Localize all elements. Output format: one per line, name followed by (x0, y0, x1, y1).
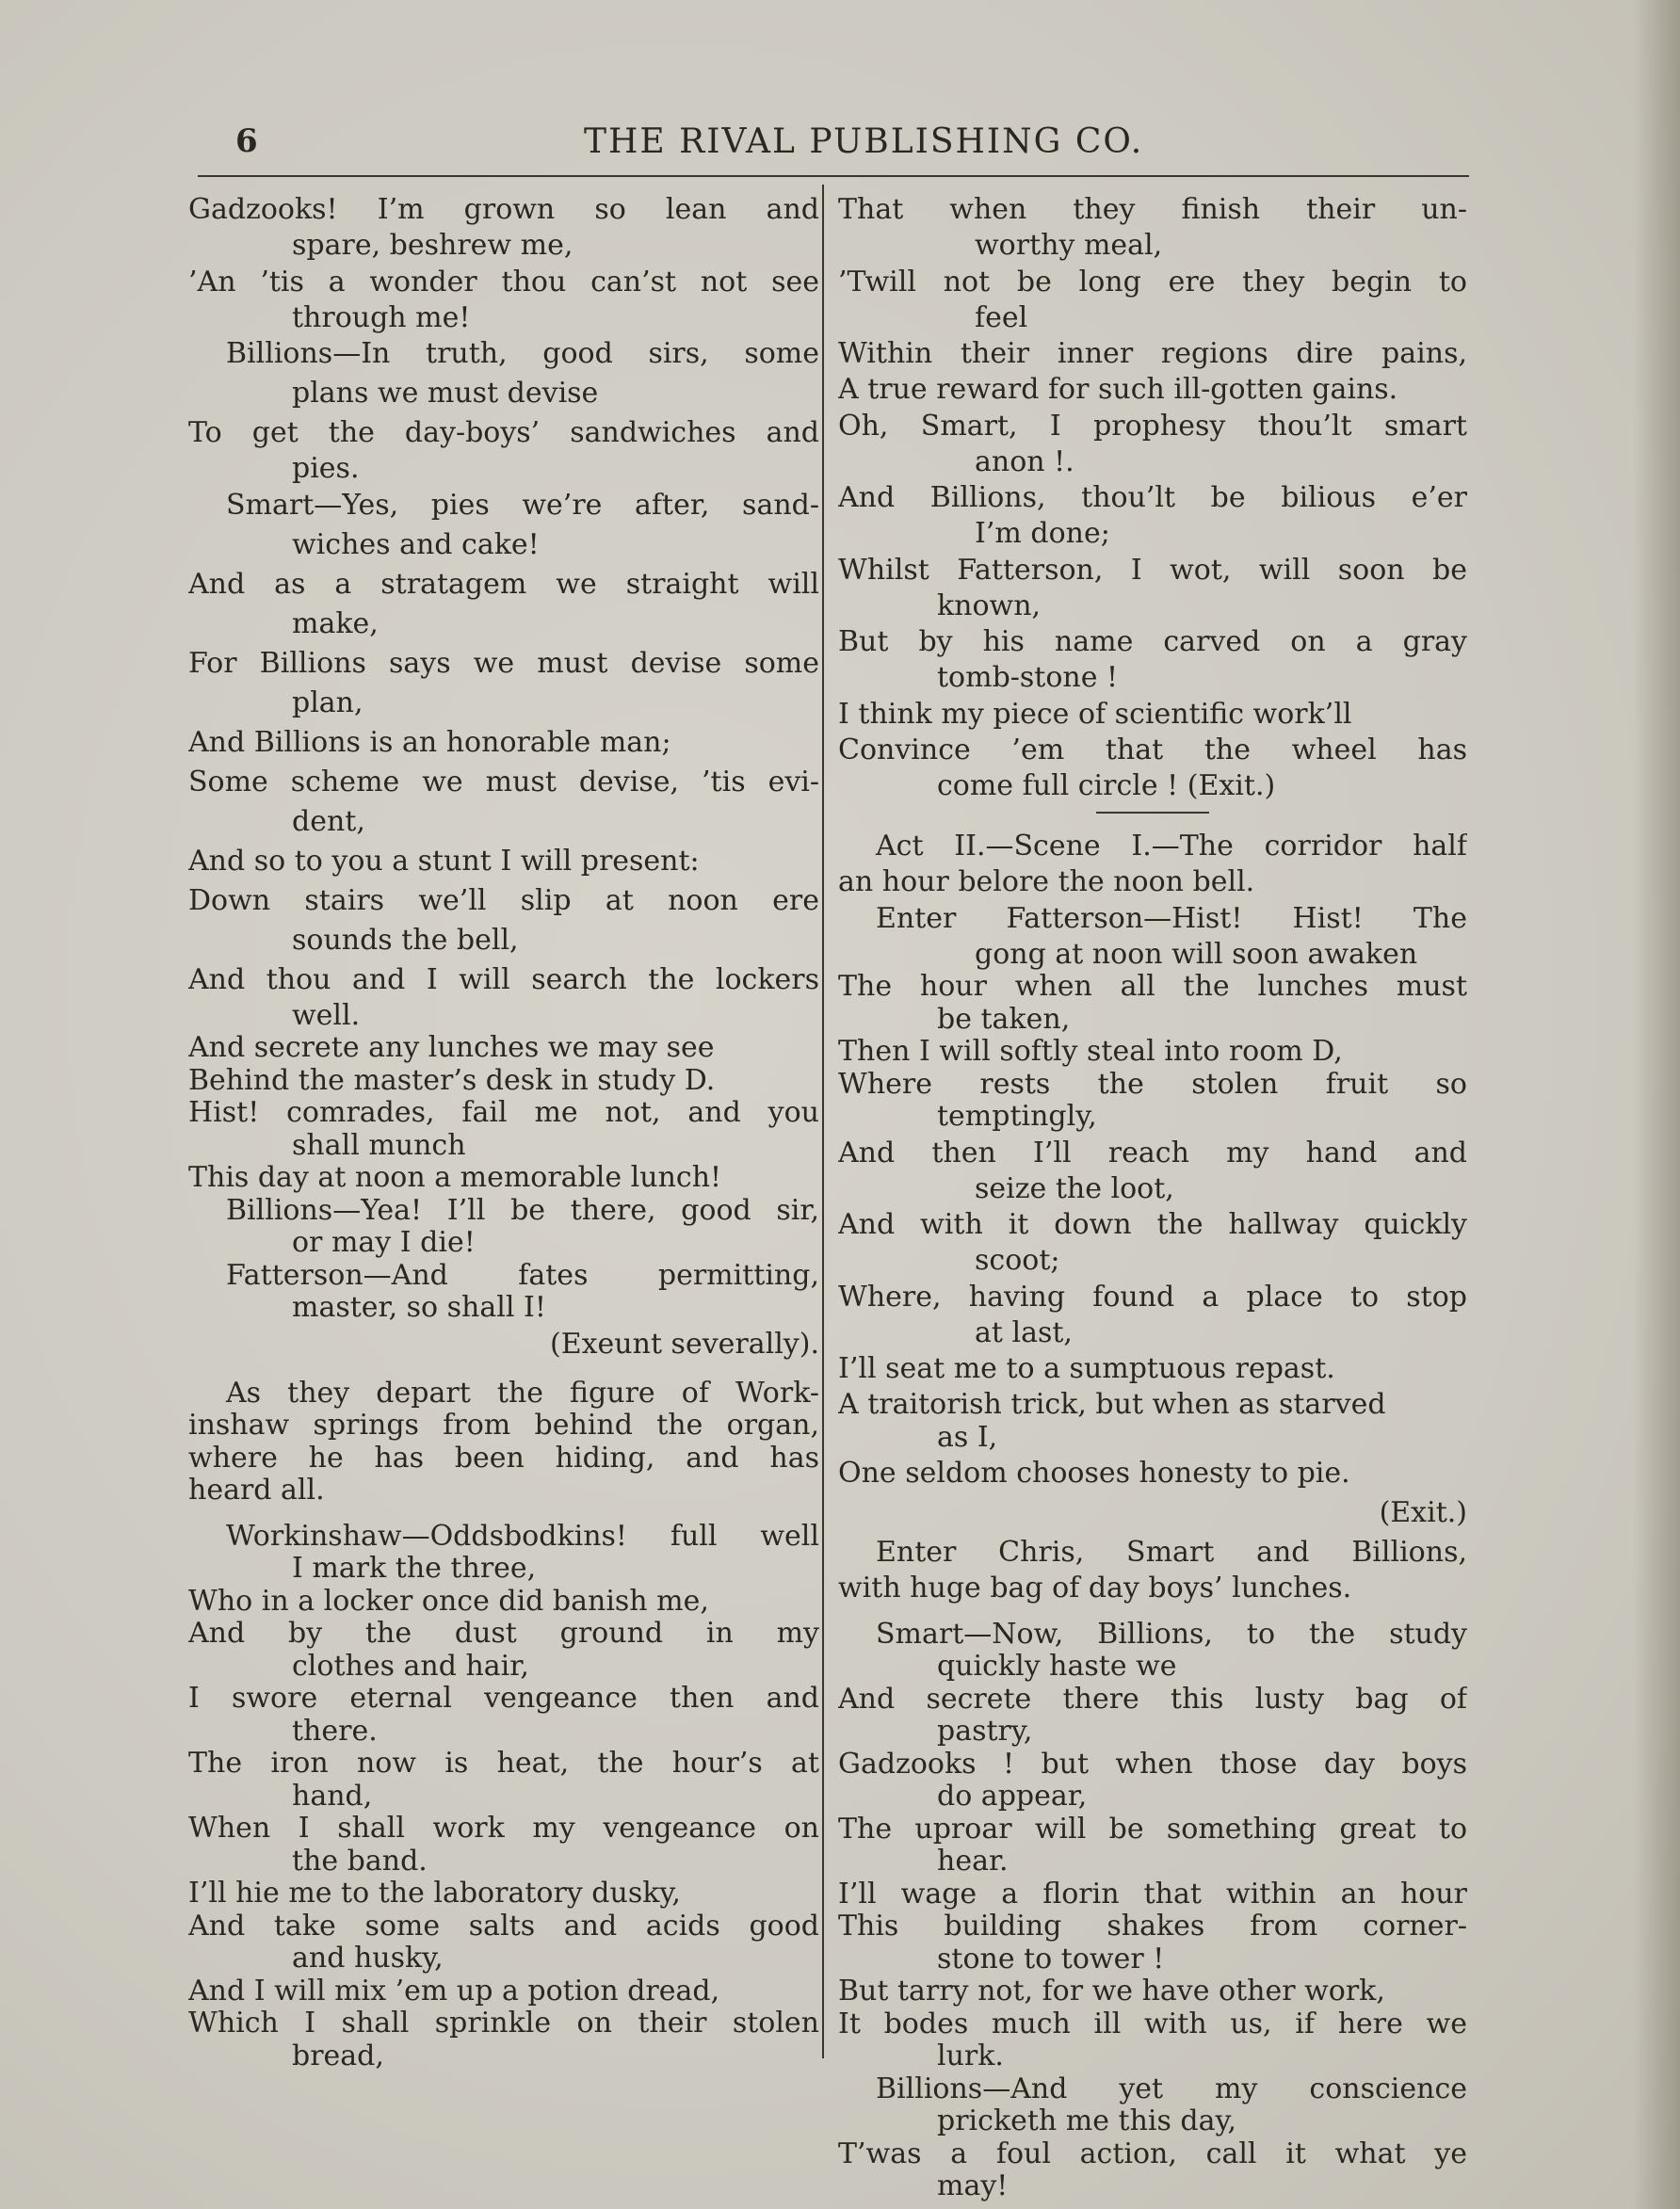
text-line: I’m done; (975, 518, 1110, 550)
text-line: A traitorish trick, but when as starved (838, 1389, 1386, 1421)
text-line: make, (292, 606, 379, 640)
text-line: and husky, (292, 1943, 444, 1975)
text-line: Who in a locker once did banish me, (188, 1585, 709, 1618)
text-line: (Exit.) (1379, 1496, 1467, 1529)
text-line: A true reward for such ill-gotten gains. (838, 374, 1398, 406)
text-line: shall munch (292, 1129, 466, 1162)
text-line: Where, having found a place to stop (838, 1280, 1467, 1314)
text-line: And thou and I will search the lockers (188, 962, 819, 996)
text-line: The iron now is heat, the hour’s at (188, 1748, 819, 1780)
text-line: And as a stratagem we straight will (188, 567, 819, 601)
text-line: But by his name carved on a gray (838, 625, 1467, 658)
text-line: I swore eternal vengeance then and (188, 1683, 819, 1715)
text-line: Whilst Fatterson, I wot, will soon be (838, 553, 1467, 587)
running-title: THE RIVAL PUBLISHING CO. (584, 122, 1144, 161)
text-line: ’Twill not be long ere they begin to (838, 265, 1467, 298)
text-line: scoot; (975, 1245, 1060, 1277)
text-line: known, (937, 589, 1042, 622)
text-line: And I will mix ’em up a potion dread, (188, 1975, 720, 2007)
text-line: temptingly, (937, 1101, 1097, 1133)
text-line: Within their inner regions dire pains, (838, 337, 1467, 370)
text-line: lurk. (937, 2040, 1004, 2072)
text-line: wiches and cake! (292, 527, 540, 561)
page-edge-shadow (1633, 0, 1680, 2209)
text-line: That when they finish their un- (838, 193, 1467, 226)
text-line: tomb-stone ! (937, 662, 1119, 694)
text-line: Smart—Yes, pies we’re after, sand- (226, 488, 819, 522)
text-line: worthy meal, (975, 230, 1163, 262)
text-line: plans we must devise (292, 377, 599, 410)
left-column (188, 190, 819, 2072)
text-line: dent, (292, 804, 365, 838)
text-line: But tarry not, for we have other work, (838, 1975, 1385, 2007)
text-line: Billions—And yet my conscience (876, 2072, 1467, 2105)
text-line: And secrete there this lusty bag of (838, 1683, 1467, 1716)
text-line: Gadzooks ! but when those day boys (838, 1748, 1467, 1781)
text-line: at last, (975, 1316, 1073, 1349)
text-line: And take some salts and acids good (188, 1910, 819, 1943)
text-line: or may I die! (292, 1227, 476, 1259)
text-line: clothes and hair, (292, 1650, 529, 1683)
text-line: Gadzooks! I’m grown so lean and (188, 193, 819, 226)
text-line: And by the dust ground in my (188, 1618, 819, 1650)
text-line: To get the day-boys’ sandwiches and (188, 416, 819, 449)
text-line: sounds the bell, (292, 923, 519, 957)
text-line: anon !. (975, 445, 1074, 478)
text-line: quickly haste we (937, 1651, 1177, 1683)
text-line: Down stairs we’ll slip at noon ere (188, 883, 819, 917)
text-line: there. (292, 1715, 378, 1748)
text-line: Billions—In truth, good sirs, some (226, 337, 819, 370)
text-line: heard all. (188, 1475, 325, 1507)
text-line: I’ll hie me to the laboratory dusky, (188, 1878, 681, 1910)
text-line: This day at noon a memorable lunch! (188, 1162, 722, 1194)
text-line: Then I will softly steal into room D, (838, 1036, 1343, 1068)
text-line: gong at noon will soon awaken (975, 938, 1418, 971)
text-line: stone to tower ! (937, 1943, 1165, 1975)
text-line: through me! (292, 301, 471, 334)
text-line: may! (937, 2170, 1009, 2202)
text-line: Convince ’em that the wheel has (838, 734, 1467, 766)
text-line: Behind the master’s desk in study D. (188, 1064, 716, 1097)
text-line: Act II.—Scene I.—The corridor half (876, 830, 1467, 863)
text-line: One seldom chooses honesty to pie. (838, 1457, 1350, 1490)
page-number: 6 (235, 122, 258, 160)
column-divider (822, 185, 824, 2058)
text-line: ’An ’tis a wonder thou can’st not see (188, 265, 819, 298)
text-line: feel (975, 301, 1028, 334)
text-line: spare, beshrew me, (292, 230, 573, 262)
right-column (838, 190, 1467, 2203)
text-line: inshaw springs from behind the organ, (188, 1410, 819, 1442)
text-line: Workinshaw—Oddsbodkins! full well (226, 1520, 819, 1553)
text-line: This building shakes from corner- (838, 1911, 1467, 1943)
text-line: do appear, (937, 1781, 1088, 1813)
text-line: well. (292, 999, 361, 1032)
text-line: Billions—Yea! I’ll be there, good sir, (226, 1194, 819, 1227)
text-line: where he has been hiding, and has (188, 1442, 819, 1475)
text-line: T’was a foul action, call it what ye (838, 2137, 1467, 2170)
text-line: Hist! comrades, fail me not, and you (188, 1097, 819, 1129)
text-line: Which I shall sprinkle on their stolen (188, 2007, 819, 2040)
text-line: master, so shall I! (292, 1292, 546, 1324)
text-line: plan, (292, 685, 363, 719)
page-header (226, 122, 1469, 169)
scene-divider (1096, 812, 1209, 814)
text-line: be taken, (937, 1003, 1071, 1036)
text-line: (Exeunt severally). (550, 1327, 819, 1361)
text-line: pies. (292, 453, 360, 485)
text-line: come full circle ! (Exit.) (937, 769, 1276, 802)
text-line: And so to you a stunt I will present: (188, 844, 700, 878)
text-line: Some scheme we must devise, ’tis evi- (188, 765, 819, 798)
text-line: I’ll seat me to a sumptuous repast. (838, 1352, 1335, 1385)
text-line: For Billions says we must devise some (188, 646, 819, 680)
text-line: Enter Chris, Smart and Billions, (876, 1536, 1467, 1569)
text-line: And secrete any lunches we may see (188, 1032, 715, 1064)
text-line: an hour belore the noon bell. (838, 866, 1255, 898)
text-line: pricketh me this day, (937, 2105, 1237, 2137)
text-line: Smart—Now, Billions, to the study (876, 1618, 1467, 1651)
text-line: Where rests the stolen fruit so (838, 1068, 1467, 1101)
text-line: Oh, Smart, I prophesy thou’lt smart (838, 409, 1467, 443)
text-line: seize the loot, (975, 1172, 1174, 1205)
text-line: The uproar will be something great to (838, 1813, 1467, 1846)
text-line: The hour when all the lunches must (838, 971, 1467, 1003)
text-line: hear. (937, 1846, 1009, 1878)
text-line: And with it down the hallway quickly (838, 1208, 1467, 1241)
text-line: Fatterson—And fates permitting, (226, 1259, 819, 1292)
text-line: As they depart the figure of Work- (226, 1377, 819, 1410)
text-line: It bodes much ill with us, if here we (838, 2007, 1467, 2040)
text-line: I’ll wage a florin that within an hour (838, 1878, 1467, 1911)
text-line: hand, (292, 1780, 373, 1813)
text-line: Enter Fatterson—Hist! Hist! The (876, 901, 1467, 935)
text-line: I think my piece of scientific work’ll (838, 697, 1352, 731)
text-line: And then I’ll reach my hand and (838, 1136, 1467, 1169)
text-line: bread, (292, 2040, 384, 2072)
text-line: the band. (292, 1845, 428, 1878)
text-line: as I, (937, 1421, 998, 1454)
text-line: When I shall work my vengeance on (188, 1813, 819, 1845)
text-line: And Billions, thou’lt be bilious e’er (838, 481, 1467, 514)
text-line: pastry, (937, 1716, 1033, 1748)
text-line: I mark the three, (292, 1553, 537, 1585)
text-line: And Billions is an honorable man; (188, 725, 671, 759)
header-rule (198, 175, 1469, 177)
text-line: with huge bag of day boys’ lunches. (838, 1572, 1352, 1604)
